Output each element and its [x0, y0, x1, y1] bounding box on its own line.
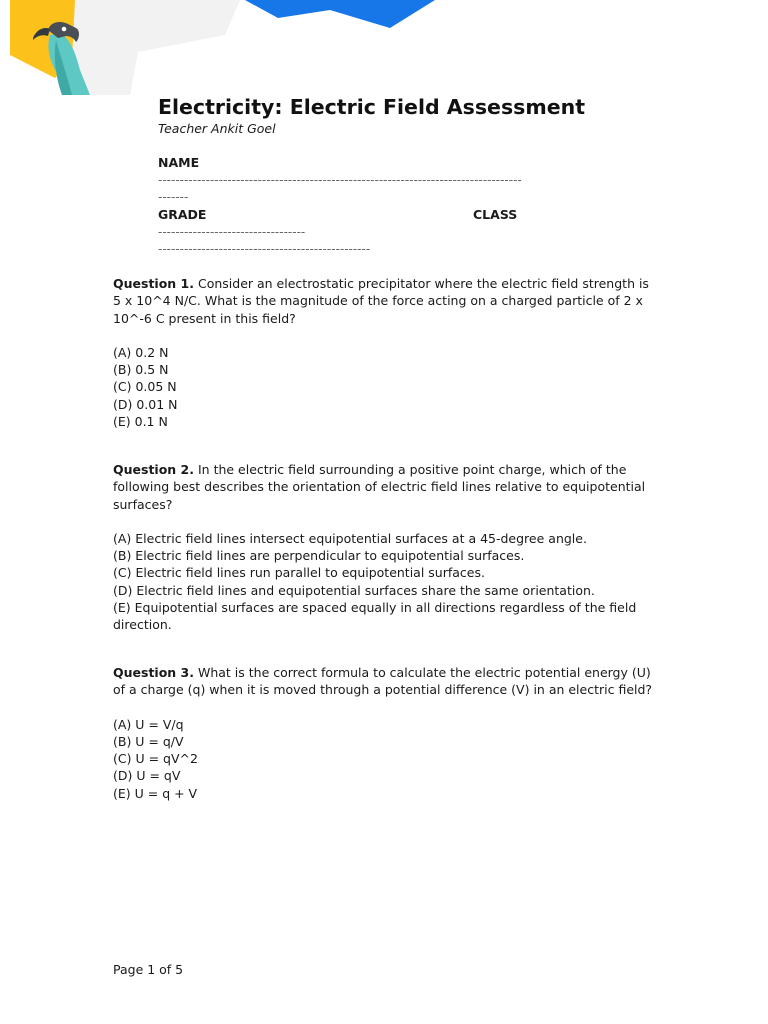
teacher-name: Teacher Ankit Goel	[158, 121, 276, 136]
name-answer-line-continued: -------	[158, 190, 189, 204]
answer-options	[113, 344, 658, 430]
blue-top-shape	[245, 0, 435, 28]
answer-options	[113, 530, 658, 634]
question-text	[113, 461, 658, 513]
question-body: What is the correct formula to calculate the electric potential energy (U) of a charge (q) when it is moved through a potential difference (V) in an electric field?	[113, 665, 653, 698]
answer-option: (A) U = V/q	[113, 716, 184, 732]
title-block	[158, 94, 658, 137]
question-number: Question 3.	[113, 665, 194, 680]
answer-option: (D) Electric field lines and equipotential surfaces share the same orientation.	[113, 582, 595, 598]
answer-option: (B) U = q/V	[113, 733, 184, 749]
header-decoration	[0, 0, 768, 100]
question-body: In the electric field surrounding a positive point charge, which of the following best describes the orientation of electric field lines relative to equipotential surfaces?	[113, 462, 646, 512]
class-answer-line: -------------------------------------------------	[158, 242, 371, 256]
answer-option: (E) Equipotential surfaces are spaced equally in all directions regardless of the field direction.	[113, 600, 637, 633]
question-body: Consider an electrostatic precipitator where the electric field strength is 5 x 10^4 N/C. What is the magnitude of the force acting on a charged particle of 2 x 10^-6 C present in this field?	[113, 276, 649, 326]
name-answer-line: ------------------------------------------------------------------------------------	[158, 173, 522, 187]
answer-option: (A) 0.2 N	[113, 344, 169, 360]
document-title: Electricity: Electric Field Assessment	[158, 95, 586, 119]
class-label: CLASS	[473, 207, 518, 222]
answer-option: (D) 0.01 N	[113, 396, 178, 412]
answer-option: (E) U = q + V	[113, 785, 198, 801]
name-field	[158, 155, 655, 204]
name-label: NAME	[158, 155, 200, 170]
question-2	[113, 461, 658, 634]
question-1	[113, 275, 658, 430]
question-text	[113, 275, 658, 327]
answer-option: (C) U = qV^2	[113, 751, 198, 767]
answer-option: (B) 0.5 N	[113, 362, 169, 378]
answer-option: (D) U = qV	[113, 768, 181, 784]
question-number: Question 2.	[113, 462, 194, 477]
grade-class-fields	[158, 207, 655, 257]
answer-option: (B) Electric field lines are perpendicular to equipotential surfaces.	[113, 548, 525, 564]
answer-options	[113, 716, 658, 802]
answer-option: (C) Electric field lines run parallel to equipotential surfaces.	[113, 565, 485, 581]
question-text	[113, 664, 658, 699]
answer-option: (E) 0.1 N	[113, 414, 168, 430]
question-number: Question 1.	[113, 276, 194, 291]
answer-option: (C) 0.05 N	[113, 379, 177, 395]
answer-option: (A) Electric field lines intersect equipotential surfaces at a 45-degree angle.	[113, 530, 587, 546]
grade-label: GRADE	[158, 207, 207, 222]
grade-answer-line: ----------------------------------	[158, 225, 306, 239]
page-number: Page 1 of 5	[113, 962, 184, 977]
question-3	[113, 664, 658, 802]
